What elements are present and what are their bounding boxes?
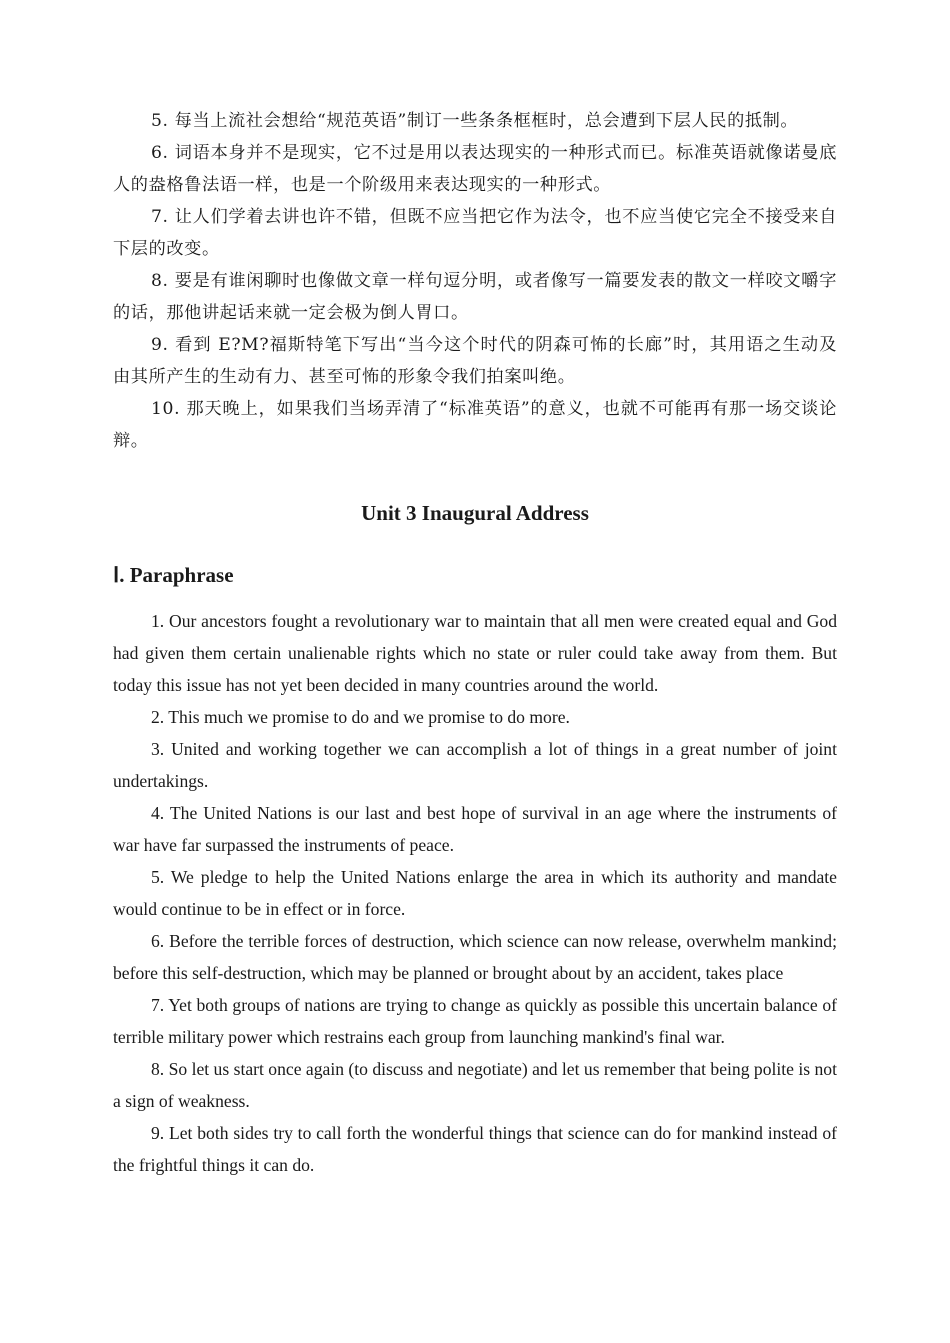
translation-item-6: 6. 词语本身并不是现实，它不过是用以表达现实的一种形式而已。标准英语就像诺曼底人的盎格鲁法语一样，也是一个阶级用来表达现实的一种形式。 <box>113 143 837 195</box>
paraphrase-item-4: 4. The United Nations is our last and best hope of survival in an age where the instruments of war have far surpassed the instruments of peace. <box>113 803 837 855</box>
translation-item-8: 8. 要是有谁闲聊时也像做文章一样句逗分明，或者像写一篇要发表的散文一样咬文嚼字的话，那他讲起话来就一定会极为倒人胃口。 <box>113 271 837 323</box>
paraphrase-item-3: 3. United and working together we can accomplish a lot of things in a great number of joint undertakings. <box>113 739 837 791</box>
paraphrase-item-8: 8. So let us start once again (to discuss and negotiate) and let us remember that being polite is not a sign of weakness. <box>113 1059 837 1111</box>
paraphrase-item-5: 5. We pledge to help the United Nations enlarge the area in which its authority and mandate would continue to be in effect or in force. <box>113 867 837 919</box>
chinese-translation-list <box>113 105 837 457</box>
paraphrase-item-6: 6. Before the terrible forces of destruction, which science can now release, overwhelm mankind; before this self-destruction, which may be planned or brought about by an accident, takes place <box>113 931 837 983</box>
unit-title: Unit 3 Inaugural Address <box>361 501 589 525</box>
paraphrase-item-7: 7. Yet both groups of nations are trying to change as quickly as possible this uncertain balance of terrible military power which restrains each group from launching mankind's final war. <box>113 995 837 1047</box>
translation-item-9: 9. 看到 E?M?福斯特笔下写出“当今这个时代的阴森可怖的长廊”时，其用语之生动及由其所产生的生动有力、甚至可怖的形象令我们拍案叫绝。 <box>113 335 837 387</box>
translation-item-10: 10. 那天晚上，如果我们当场弄清了“标准英语”的意义，也就不可能再有那一场交谈论辩。 <box>113 399 837 451</box>
paraphrase-list <box>113 605 837 1181</box>
document-page <box>113 105 837 1181</box>
translation-item-7: 7. 让人们学着去讲也许不错，但既不应当把它作为法令，也不应当使它完全不接受来自下层的改变。 <box>113 207 837 259</box>
paraphrase-item-2: 2. This much we promise to do and we promise to do more. <box>151 707 570 727</box>
paraphrase-item-9: 9. Let both sides try to call forth the wonderful things that science can do for mankind instead of the frightful things it can do. <box>113 1123 837 1175</box>
section-heading-paraphrase: Ⅰ. Paraphrase <box>113 563 234 587</box>
paraphrase-item-1: 1. Our ancestors fought a revolutionary war to maintain that all men were created equal and God had given them certain unalienable rights which no state or ruler could take away from them. But today this issue has not yet been decided in many countries around the world. <box>113 611 837 695</box>
translation-item-5: 5. 每当上流社会想给“规范英语”制订一些条条框框时，总会遭到下层人民的抵制。 <box>151 111 799 131</box>
